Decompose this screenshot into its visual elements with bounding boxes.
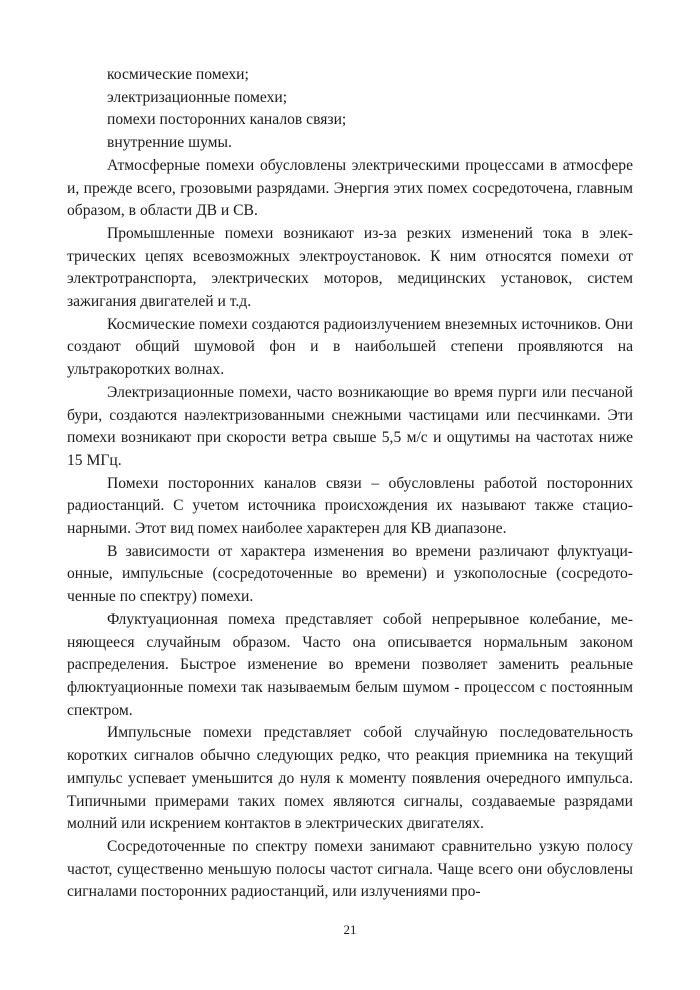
paragraph-atmospheric-noise: Атмосферные помехи обусловлены электрическими процессами в атмосфере и, прежде всего, грозовыми разрядами. Энергия этих помех сосредоточена, главным образом, в области ДВ и СВ. [67, 156, 633, 220]
body-text [67, 64, 633, 904]
paragraph-industrial-noise: Промышленные помехи возникают из-за резких изменений тока в электрических цепях всевозможных электроустановок. К ним относятся помехи от электротранспорта, электрических моторов, медицинских установок, систем зажигания двигателей и т.д. [67, 224, 633, 311]
paragraph-impulse-noise: Импульсные помехи представляет собой случайную последовательность коротких сигналов обычно следующих редко, что реакция приемника на текущий импульс успевает уменьшится до нуля к моменту появления очередного импульса. Типичными примерами таких помех являются сигналы, создаваемые разрядами молний или искрением контактов в электрических двигателях. [67, 724, 633, 833]
paragraph-narrowband-noise: Сосредоточенные по спектру помехи занимают сравнительно узкую полосу частот, существенно меньшую полосы частот сигнала. Чаще всего они обусловлены сигналами посторонних радиостанций, или излучениями про- [67, 837, 633, 901]
paragraph-cosmic-noise: Космические помехи создаются радиоизлучением внеземных источников. Они создают общий шумовой фон и в наибольшей степени проявляются на ультракоротких волнах. [67, 315, 633, 379]
list-item-electrization: электризационные помехи; [107, 88, 288, 106]
list-item-foreign-channels: помехи посторонних каналов связи; [107, 111, 347, 129]
list-item-internal-noise: внутренние шумы. [107, 134, 232, 152]
paragraph-electrization-noise: Электризационные помехи, часто возникающие во время пурги или песчаной бури, создаются наэлектризованными снежными частицами или песчинками. Эти помехи возникают при скорости ветра свыше 5,5 м/с и ощутимы на частотах ниже 15 МГц. [67, 383, 633, 469]
paragraph-noise-classification: В зависимости от характера изменения во времени различают флуктуационные, импульсные (сосредоточенные во времени) и узкополосные (сосредоточенные по спектру) помехи. [67, 542, 633, 606]
page-number: 21 [343, 922, 357, 937]
paragraph-fluctuation-noise: Флуктуационная помеха представляет собой непрерывное колебание, меняющееся случайным образом. Часто она описывается нормальным законом распределения. Быстрое изменение во времени позволяет заменить реальные флюктуационные помехи так называемым белым шумом - процессом с постоянным спектром. [67, 610, 633, 719]
paragraph-foreign-channel-noise: Помехи посторонних каналов связи – обусловлены работой посторонних радиостанций. С учетом источника происхождения их называют также стационарными. Этот вид помех наиболее характерен для КВ диапазоне. [67, 474, 633, 538]
list-item-cosmic: космические помехи; [107, 66, 249, 83]
